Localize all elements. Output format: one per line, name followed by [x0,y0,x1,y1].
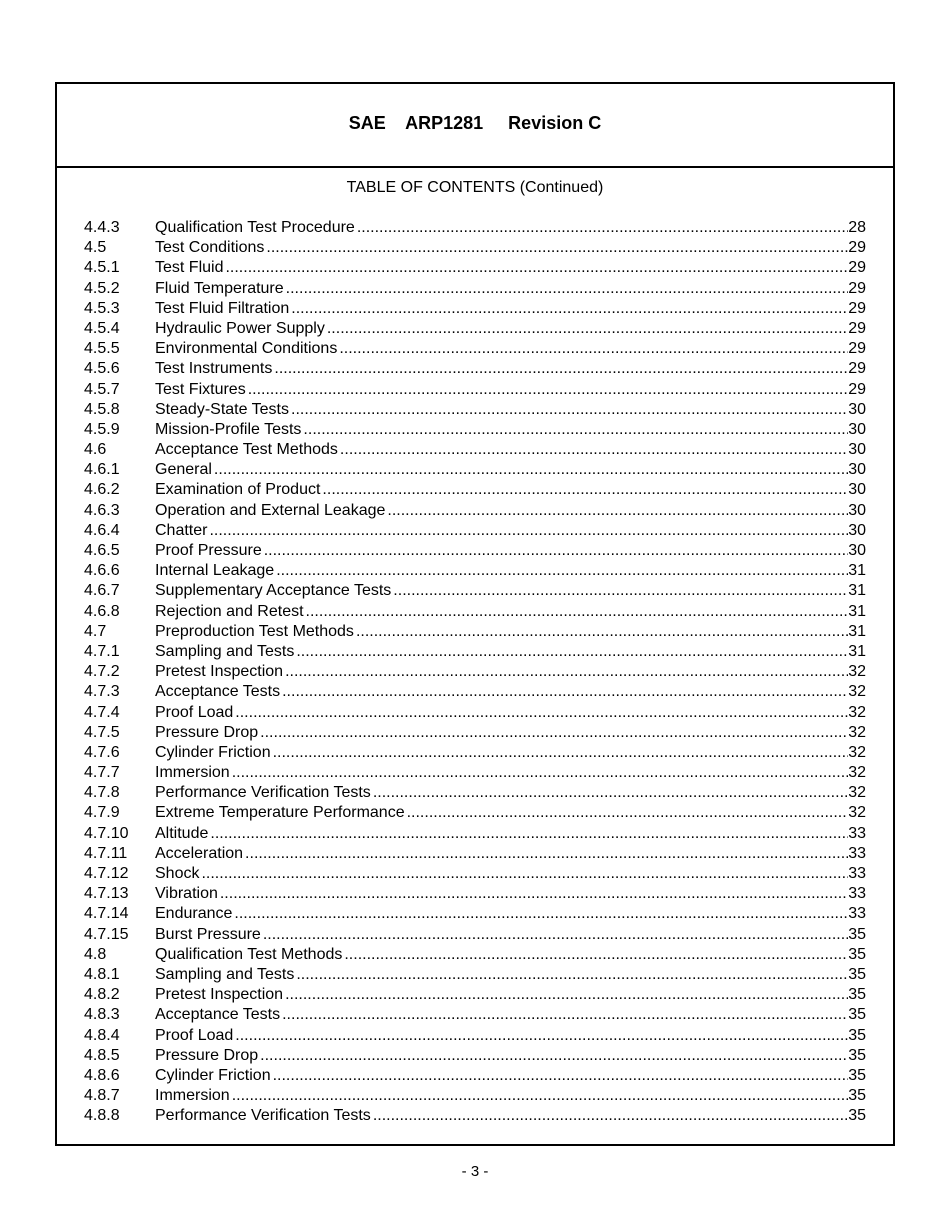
toc-entry[interactable] [84,783,866,803]
toc-entry-number: 4.8.6 [84,1066,120,1084]
toc-entry-page: 29 [848,279,866,297]
toc-entry-title: Performance Verification Tests [155,784,371,802]
toc-entry-title: Mission-Profile Tests [155,420,302,438]
toc-entry[interactable] [84,420,866,440]
toc-entry-number: 4.7.7 [84,764,120,782]
toc-entry[interactable] [84,884,866,904]
toc-dot-leader [248,380,849,400]
toc-entry[interactable] [84,763,866,783]
toc-entry-title: Test Fixtures [155,380,246,398]
toc-entry[interactable] [84,985,866,1005]
toc-entry-number: 4.6.2 [84,481,120,499]
toc-entry-number: 4.5.7 [84,380,120,398]
toc-entry-title: Proof Pressure [155,542,262,559]
toc-dot-leader [407,803,849,823]
toc-entry[interactable] [84,380,866,400]
toc-entry-number: 4.6 [84,441,107,459]
toc-entry-page: 30 [848,461,866,479]
toc-entry-number: 4.5.5 [84,340,120,358]
toc-entry-number: 4.7.14 [84,905,129,923]
toc-entry-number: 4.8.3 [84,1006,120,1024]
toc-dot-leader [306,602,849,622]
toc-entry-page: 31 [848,622,866,640]
toc-entry-title: Qualification Test Procedure [155,219,355,236]
toc-entry-page: 30 [848,501,866,519]
toc-entry-title: Examination of Product [155,481,321,499]
toc-entry-title: Test Conditions [155,239,265,257]
toc-entry[interactable] [84,743,866,763]
toc-entry-number: 4.8.1 [84,965,120,983]
toc-entry-number: 4.7.9 [84,804,120,822]
toc-entry-title: Operation and External Leakage [155,501,386,519]
toc-entry-title: Rejection and Retest [155,602,304,620]
toc-entry[interactable] [84,521,866,541]
toc-entry-page: 32 [848,683,866,701]
toc-entry[interactable] [84,723,866,743]
toc-entry-page: 32 [848,723,866,741]
toc-dot-leader [274,359,848,379]
toc-entry[interactable] [84,1005,866,1025]
toc-entry-title: Pretest Inspection [155,986,284,1004]
toc-entry-number: 4.5.1 [84,259,120,277]
toc-entry-page: 32 [848,804,866,822]
document-id: SAE ARP1281 Revision C [348,112,602,133]
toc-entry-number: 4.7.12 [84,865,129,882]
toc-entry-page: 32 [848,663,866,681]
toc-dot-leader [276,561,848,581]
toc-entry-title: Internal Leakage [155,562,275,580]
toc-entry-title: Environmental Conditions [155,340,338,358]
toc-entry-page: 30 [848,542,866,559]
toc-dot-leader [220,884,848,904]
toc-entry-title: Shock [155,865,200,882]
toc-entry[interactable] [84,561,866,581]
toc-entry[interactable] [84,480,866,500]
toc-entry-page: 35 [848,1046,866,1064]
toc-entry[interactable] [84,339,866,359]
toc-dot-leader [232,1086,849,1106]
toc-dot-leader [209,521,848,541]
toc-dot-leader [296,642,848,662]
toc-entry[interactable] [84,1086,866,1106]
toc-dot-leader [282,682,848,702]
toc-dot-leader [235,703,848,723]
toc-dot-leader [357,218,848,238]
toc-entry[interactable] [84,501,866,521]
toc-heading: TABLE OF CONTENTS (Continued) [346,179,604,196]
toc-dot-leader [327,319,848,339]
toc-entry-page: 33 [848,844,866,862]
toc-entry[interactable] [84,218,866,238]
toc-entry[interactable] [84,803,866,823]
toc-entry-number: 4.7.11 [84,844,128,862]
toc-entry-title: Test Instruments [155,360,273,378]
toc-entry-page: 35 [848,965,866,983]
toc-entry-title: Qualification Test Methods [155,945,343,963]
toc-entry-title: Acceleration [155,844,244,862]
toc-entry-page: 29 [848,239,866,257]
toc-entry-number: 4.5 [84,239,107,257]
toc-entry-title: Sampling and Tests [155,965,295,983]
toc-entry-title: Immersion [155,764,230,782]
toc-entry-page: 31 [848,602,866,620]
toc-entry[interactable] [84,602,866,622]
toc-entry-page: 31 [848,642,866,660]
toc-entry-title: Pressure Drop [155,723,259,741]
toc-dot-leader [285,662,848,682]
toc-entry-title: Burst Pressure [155,925,261,943]
toc-entry-title: Endurance [155,905,233,923]
toc-entry-title: Cylinder Friction [155,1066,271,1084]
toc-entry-title: Pretest Inspection [155,663,284,681]
toc-entry[interactable] [84,1106,866,1126]
toc-dot-leader [291,400,848,420]
toc-entry[interactable] [84,1026,866,1046]
toc-dot-leader [387,501,848,521]
toc-entry-number: 4.6.3 [84,501,120,519]
toc-entry-number: 4.4.3 [84,219,120,236]
toc-entry-title: Vibration [155,885,218,903]
toc-entry-number: 4.6.4 [84,521,120,539]
toc-entry-title: General [155,461,212,479]
toc-entry-number: 4.8.4 [84,1026,120,1044]
toc-dot-leader [260,1046,848,1066]
toc-entry-page: 33 [848,865,866,882]
toc-dot-leader [266,238,848,258]
toc-entry[interactable] [84,400,866,420]
toc-entry-page: 32 [848,784,866,802]
toc-entry-number: 4.7.15 [84,925,129,943]
toc-entry-title: Hydraulic Power Supply [155,319,325,337]
toc-entry-page: 32 [848,764,866,782]
toc-entry-number: 4.8 [84,945,107,963]
toc-entry-title: Pressure Drop [155,1046,259,1064]
toc-entry-page: 35 [848,986,866,1004]
toc-entry-number: 4.5.3 [84,299,120,317]
toc-entry-page: 29 [848,319,866,337]
toc-entry-title: Immersion [155,1087,230,1105]
toc-entry-title: Acceptance Test Methods [155,441,338,459]
toc-entry-page: 35 [848,945,866,963]
toc-entry-number: 4.7.10 [84,824,129,842]
toc-entry-number: 4.8.8 [84,1107,120,1125]
toc-dot-leader [356,622,848,642]
toc-entry-page: 29 [848,380,866,398]
toc-entry-page: 28 [848,219,866,236]
toc-entry-title: Acceptance Tests [155,683,281,701]
toc-entry-number: 4.5.6 [84,360,120,378]
toc-entry-title: Proof Load [155,1026,234,1044]
toc-entry[interactable] [84,1066,866,1086]
toc-entry-page: 33 [848,885,866,903]
toc-entry-number: 4.7.2 [84,663,120,681]
toc-entry[interactable] [84,581,866,601]
toc-dot-leader [235,1026,848,1046]
toc-dot-leader [322,480,848,500]
toc-dot-leader [263,925,848,945]
toc-entry-title: Acceptance Tests [155,1006,281,1024]
toc-entry-title: Proof Load [155,703,234,721]
toc-entry-title: Test Fluid Filtration [155,299,290,317]
toc-entry-title: Sampling and Tests [155,642,295,660]
toc-entry-number: 4.8.5 [84,1046,120,1064]
toc-dot-leader [282,1005,848,1025]
toc-entry-number: 4.8.7 [84,1087,120,1105]
toc-entry-number: 4.7.4 [84,703,120,721]
toc-entry[interactable] [84,844,866,864]
toc-entry-title: Altitude [155,824,209,842]
toc-entry[interactable] [84,541,866,561]
toc-entry-page: 33 [848,905,866,923]
toc-entry[interactable] [84,904,866,924]
toc-entry-number: 4.6.1 [84,461,120,479]
toc-dot-leader [245,844,848,864]
toc-entry[interactable] [84,258,866,278]
toc-entry[interactable] [84,703,866,723]
toc-entry-number: 4.7.5 [84,723,120,741]
toc-entry-number: 4.7.8 [84,784,120,802]
toc-dot-leader [234,904,848,924]
toc-entry-title: Fluid Temperature [155,279,284,297]
toc-entry-number: 4.7.6 [84,743,120,761]
toc-entry-number: 4.5.4 [84,319,120,337]
toc-entry-number: 4.6.7 [84,582,120,600]
toc-entry-page: 35 [848,1087,866,1105]
toc-entry[interactable] [84,359,866,379]
toc-entry[interactable] [84,925,866,945]
toc-entry-number: 4.6.5 [84,542,120,559]
toc-entry-page: 35 [848,1006,866,1024]
toc-entry-title: Supplementary Acceptance Tests [155,582,392,600]
toc-dot-leader [373,783,848,803]
toc-entry-page: 35 [848,1026,866,1044]
toc-list [84,218,866,1126]
toc-entry[interactable] [84,299,866,319]
toc-entry-title: Test Fluid [155,259,224,277]
document-header [57,84,893,168]
page-number: - 3 - [461,1163,489,1180]
toc-entry[interactable] [84,460,866,480]
page-frame [55,82,895,1146]
toc-dot-leader [210,824,848,844]
toc-entry-number: 4.7 [84,622,107,640]
toc-entry[interactable] [84,824,866,844]
toc-entry-title: Performance Verification Tests [155,1107,371,1125]
toc-dot-leader [232,763,849,783]
toc-entry[interactable] [84,279,866,299]
toc-entry-title: Chatter [155,521,208,539]
toc-entry-page: 35 [848,1066,866,1084]
toc-entry-number: 4.8.2 [84,986,120,1004]
toc-entry-page: 33 [848,824,866,842]
toc-entry-page: 29 [848,299,866,317]
toc-entry-number: 4.5.8 [84,400,120,418]
toc-entry[interactable] [84,622,866,642]
toc-entry[interactable] [84,662,866,682]
toc-entry-number: 4.7.1 [84,642,120,660]
toc-entry-page: 30 [848,441,866,459]
toc-entry-page: 29 [848,340,866,358]
toc-entry[interactable] [84,945,866,965]
toc-entry[interactable] [84,1046,866,1066]
toc-dot-leader [291,299,848,319]
toc-entry[interactable] [84,682,866,702]
toc-entry[interactable] [84,238,866,258]
toc-dot-leader [273,1066,849,1086]
toc-entry-number: 4.7.13 [84,885,129,903]
toc-entry-number: 4.5.2 [84,279,120,297]
toc-dot-leader [340,440,848,460]
toc-entry-page: 32 [848,743,866,761]
toc-entry-page: 30 [848,481,866,499]
toc-entry-title: Extreme Temperature Performance [155,804,405,822]
toc-dot-leader [225,258,848,278]
toc-entry-page: 30 [848,400,866,418]
toc-dot-leader [264,541,848,561]
toc-entry-title: Preproduction Test Methods [155,622,354,640]
toc-entry-title: Cylinder Friction [155,743,271,761]
toc-entry-page: 35 [848,925,866,943]
toc-dot-leader [344,945,848,965]
toc-entry[interactable] [84,440,866,460]
toc-entry-number: 4.6.6 [84,562,120,580]
toc-entry[interactable] [84,965,866,985]
toc-dot-leader [285,985,848,1005]
toc-dot-leader [303,420,848,440]
toc-dot-leader [201,864,848,884]
toc-dot-leader [373,1106,848,1126]
toc-entry-page: 30 [848,420,866,438]
toc-entry-page: 32 [848,703,866,721]
toc-dot-leader [260,723,848,743]
toc-dot-leader [273,743,849,763]
toc-entry-number: 4.6.8 [84,602,120,620]
toc-entry-page: 30 [848,521,866,539]
toc-dot-leader [296,965,848,985]
toc-entry-title: Steady-State Tests [155,400,289,418]
toc-entry-number: 4.7.3 [84,683,120,701]
toc-entry[interactable] [84,642,866,662]
toc-entry-page: 29 [848,259,866,277]
toc-dot-leader [214,460,848,480]
toc-entry[interactable] [84,319,866,339]
toc-entry-page: 31 [848,562,866,580]
toc-entry-page: 31 [848,582,866,600]
toc-entry-number: 4.5.9 [84,420,120,438]
toc-dot-leader [393,581,848,601]
toc-entry-page: 29 [848,360,866,378]
toc-dot-leader [286,279,849,299]
toc-entry[interactable] [84,864,866,884]
toc-entry-page: 35 [848,1107,866,1125]
toc-dot-leader [339,339,848,359]
